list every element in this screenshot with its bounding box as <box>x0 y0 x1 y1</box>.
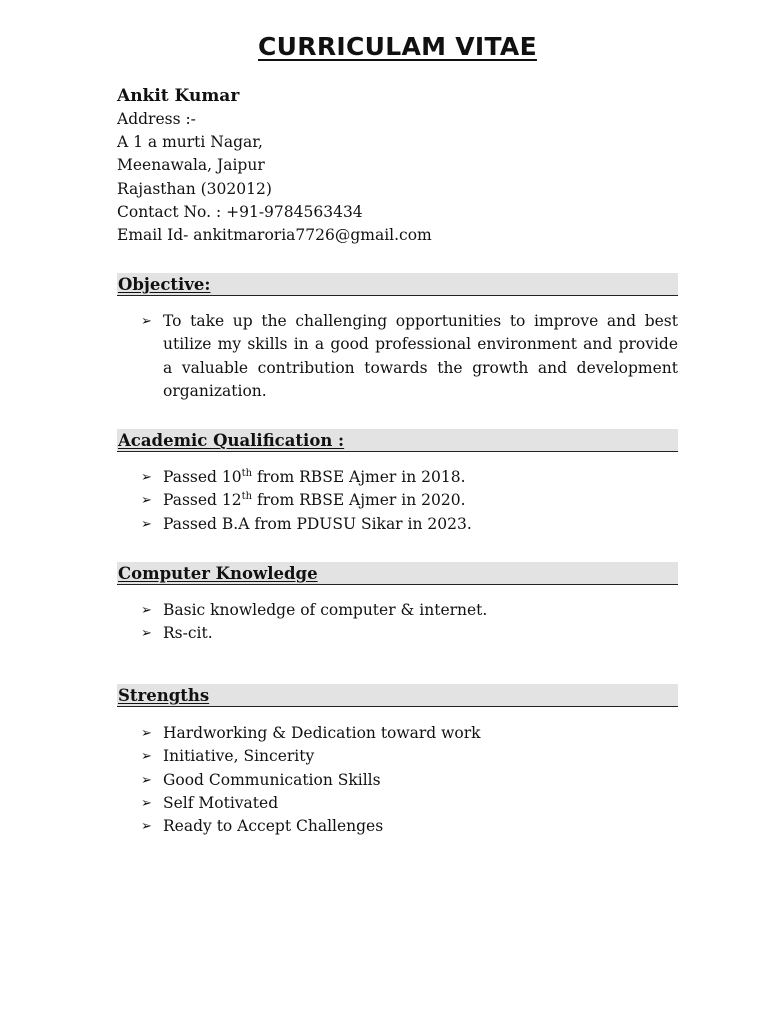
arrowhead-bullet-icon: ➢ <box>141 470 152 485</box>
address-label: Address :- <box>117 110 196 128</box>
academic-list <box>141 466 678 536</box>
arrowhead-bullet-icon: ➢ <box>141 819 152 835</box>
objective-section <box>117 273 678 403</box>
qualification-text: Passed B.A from PDUSU Sikar in 2023. <box>163 514 472 533</box>
section-heading-text: Computer Knowledge <box>118 564 318 583</box>
section-heading-objective <box>117 273 678 296</box>
strength-text: Initiative, Sincerity <box>163 747 315 766</box>
arrowhead-bullet-icon: ➢ <box>141 314 152 329</box>
address-line: Meenawala, Jaipur <box>117 156 265 175</box>
candidate-name: Ankit Kumar <box>117 86 240 106</box>
qualification-text: Passed 12 <box>163 491 242 510</box>
arrowhead-bullet-icon: ➢ <box>141 493 152 509</box>
list-item <box>141 622 678 645</box>
address-line: A 1 a murti Nagar, <box>117 133 263 152</box>
skill-text: Rs-cit. <box>163 624 213 643</box>
arrowhead-bullet-icon: ➢ <box>141 626 152 642</box>
qualification-text: Passed 10 <box>163 468 242 486</box>
page-title: CURRICULAM VITAE <box>258 32 537 61</box>
academic-section <box>117 429 678 536</box>
computer-list <box>141 599 678 646</box>
arrowhead-bullet-icon: ➢ <box>141 603 152 618</box>
ordinal-suffix: th <box>241 491 253 503</box>
list-item <box>141 792 678 815</box>
section-heading-text: Academic Qualification : <box>118 431 345 450</box>
strengths-section <box>117 684 678 838</box>
address-line: Rajasthan (302012) <box>117 179 272 198</box>
ordinal-suffix: th <box>241 468 253 479</box>
strength-text: Ready to Accept Challenges <box>163 817 384 836</box>
strength-text: Good Communication Skills <box>163 770 381 789</box>
arrowhead-bullet-icon: ➢ <box>141 516 152 532</box>
list-item <box>141 815 678 838</box>
computer-section <box>117 562 678 646</box>
list-item <box>141 599 678 622</box>
section-heading-computer <box>117 562 678 585</box>
qualification-text: from RBSE Ajmer in 2020. <box>252 491 466 510</box>
strengths-list <box>141 722 678 838</box>
arrowhead-bullet-icon: ➢ <box>141 749 152 765</box>
section-heading-academic <box>117 429 678 452</box>
email-address: Email Id- ankitmaroria7726@gmail.com <box>117 226 432 245</box>
skill-text: Basic knowledge of computer & internet. <box>163 601 488 619</box>
arrowhead-bullet-icon: ➢ <box>141 772 152 788</box>
contact-number: Contact No. : +91-9784563434 <box>117 202 363 221</box>
objective-text: To take up the challenging opportunities to improve and best utilize my skills in a good professional environment and provide a valuable contribution towards the growth and development organization. <box>163 312 678 400</box>
list-item <box>141 310 678 403</box>
arrowhead-bullet-icon: ➢ <box>141 795 152 811</box>
list-item <box>141 466 678 489</box>
objective-list <box>141 310 678 403</box>
section-heading-strengths <box>117 684 678 707</box>
list-item <box>141 769 678 792</box>
arrowhead-bullet-icon: ➢ <box>141 726 152 741</box>
section-heading-text: Strengths <box>118 686 210 705</box>
list-item <box>141 513 678 536</box>
list-item <box>141 722 678 745</box>
list-item <box>141 489 678 512</box>
section-heading-text: Objective: <box>118 275 211 294</box>
qualification-text: from RBSE Ajmer in 2018. <box>252 468 466 486</box>
contact-header <box>117 84 677 247</box>
list-item <box>141 745 678 768</box>
strength-text: Self Motivated <box>163 793 279 812</box>
strength-text: Hardworking & Dedication toward work <box>163 724 481 742</box>
